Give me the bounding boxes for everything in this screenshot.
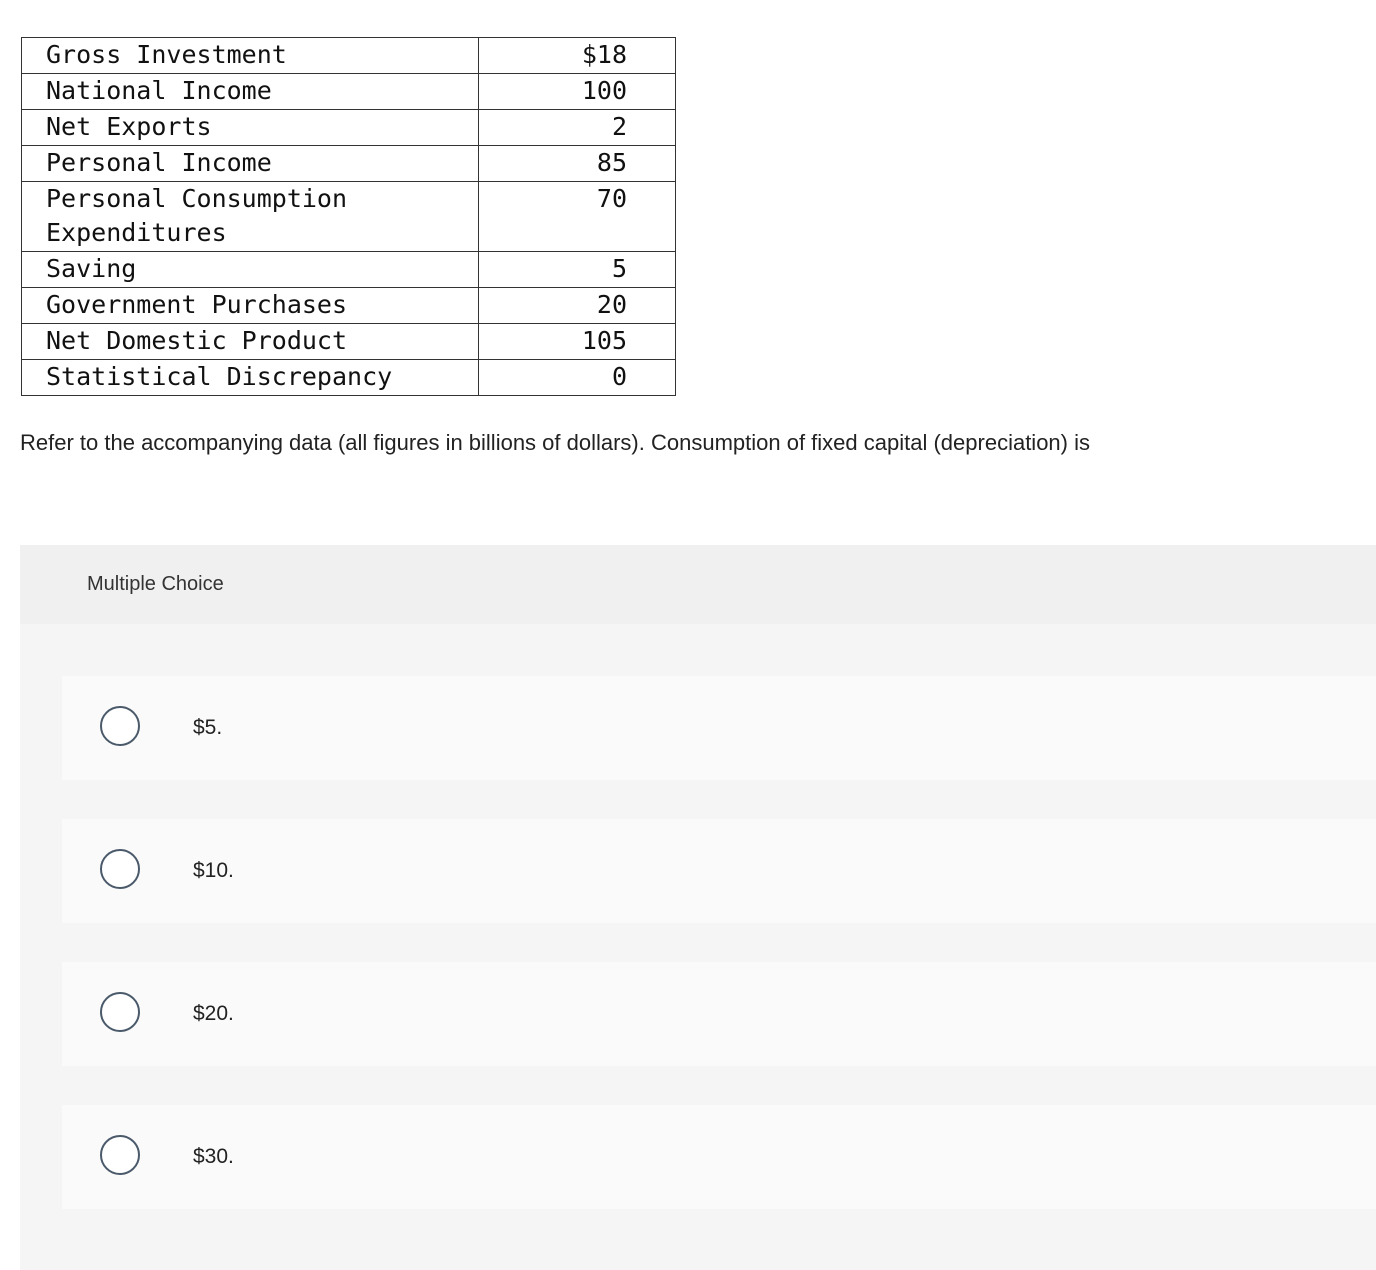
table-row: [22, 288, 676, 324]
question-text: Refer to the accompanying data (all figures in billions of dollars). Consumption of fixed capital (depreciation) is: [20, 430, 1090, 455]
row-label: National Income: [22, 74, 479, 110]
table-row: [22, 324, 676, 360]
row-label: Net Exports: [22, 110, 479, 146]
multiple-choice-header: [20, 545, 1376, 624]
data-table: [21, 37, 676, 396]
row-label: Saving: [22, 252, 479, 288]
row-value: 100: [479, 74, 676, 110]
answer-label: $30.: [193, 1145, 234, 1168]
radio-button[interactable]: [100, 706, 140, 746]
radio-button[interactable]: [100, 992, 140, 1032]
radio-button[interactable]: [100, 849, 140, 889]
table-row: [22, 38, 676, 74]
answer-option-2[interactable]: [62, 819, 1376, 923]
table-row: [22, 252, 676, 288]
row-value: 85: [479, 146, 676, 182]
row-value: 70: [479, 182, 676, 252]
row-value: 20: [479, 288, 676, 324]
table-row: [22, 182, 676, 252]
table-row: [22, 74, 676, 110]
row-label: Personal Income: [22, 146, 479, 182]
answer-label: $10.: [193, 859, 234, 882]
row-label: Gross Investment: [22, 38, 479, 74]
row-value: 105: [479, 324, 676, 360]
table-row: [22, 110, 676, 146]
row-label: Personal Consumption Expenditures: [22, 182, 479, 252]
multiple-choice-panel: [20, 545, 1376, 1270]
row-value: 5: [479, 252, 676, 288]
answer-label: $20.: [193, 1002, 234, 1025]
row-value: 2: [479, 110, 676, 146]
answer-option-4[interactable]: [62, 1105, 1376, 1209]
row-value: 0: [479, 360, 676, 396]
multiple-choice-label: Multiple Choice: [87, 573, 224, 595]
answer-label: $5.: [193, 716, 223, 739]
row-label: Statistical Discrepancy: [22, 360, 479, 396]
row-label: Government Purchases: [22, 288, 479, 324]
row-label: Net Domestic Product: [22, 324, 479, 360]
answer-option-3[interactable]: [62, 962, 1376, 1066]
table-row: [22, 146, 676, 182]
row-value: $18: [479, 38, 676, 74]
radio-button[interactable]: [100, 1135, 140, 1175]
table-row: [22, 360, 676, 396]
answer-option-1[interactable]: [62, 676, 1376, 780]
